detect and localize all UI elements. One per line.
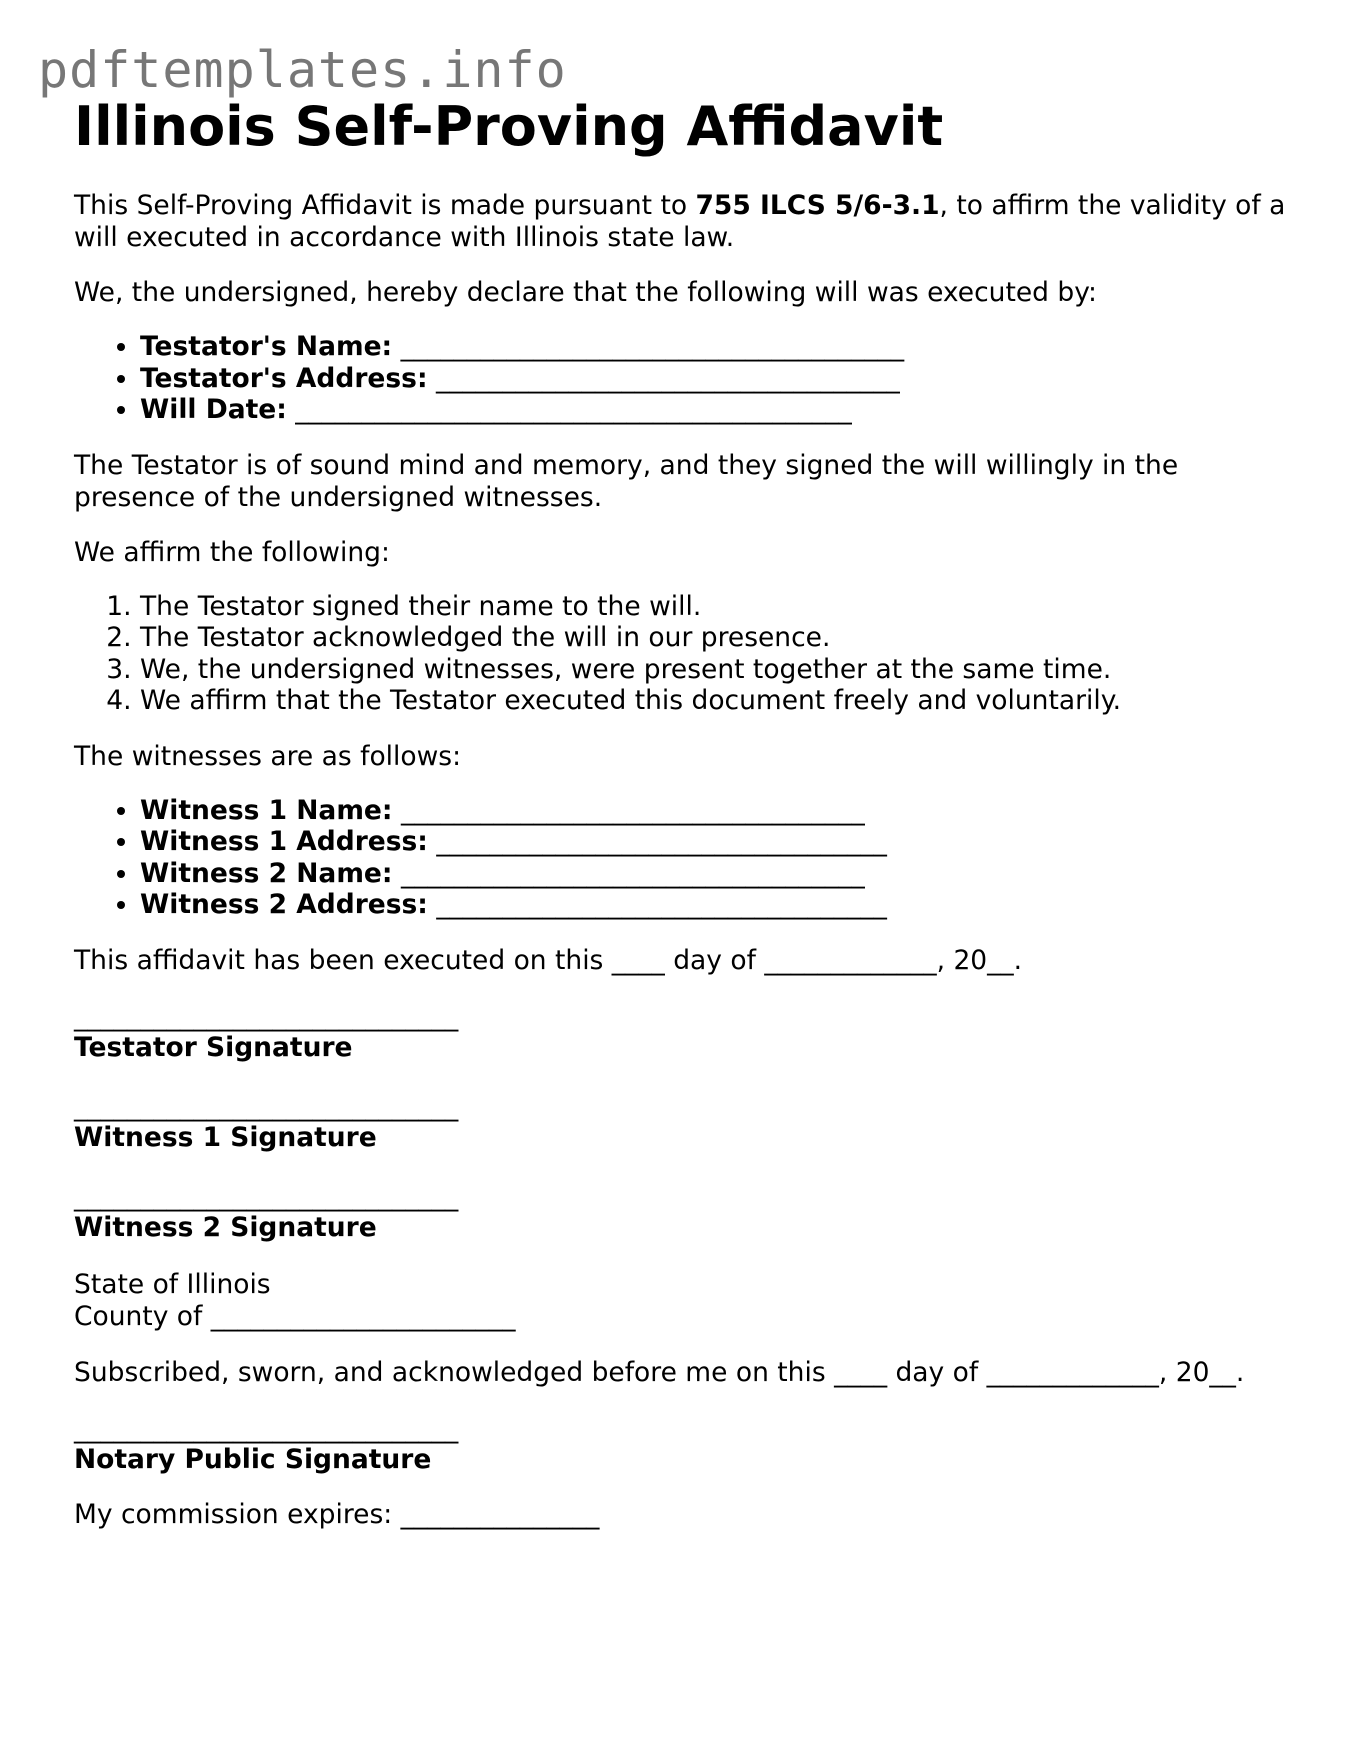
field-label: Witness 1 Name: [140, 794, 393, 826]
intro-text-after: , to affirm the validity of a will executed in accordance with Illinois state law. [74, 190, 1286, 253]
field-label: Witness 2 Address: [140, 889, 428, 920]
signature-label: Notary Public Signature [74, 1443, 432, 1475]
field-label: Testator's Address: [140, 362, 428, 394]
commission-line[interactable]: My commission expires: _______________ [74, 1498, 600, 1530]
signature-line[interactable]: _____________________________ [74, 1000, 459, 1032]
field-blank: ___________________________________ [392, 857, 865, 889]
witness-2-address-field[interactable] [140, 889, 1294, 921]
document-page [74, 92, 1294, 1531]
field-label: Testator's Name: [140, 331, 393, 362]
signature-label: Testator Signature [74, 1031, 353, 1063]
affirmation-item: 1. The Testator signed their name to the will. [140, 591, 1294, 623]
testator-name-field[interactable] [140, 331, 1294, 363]
declaration-paragraph: We, the undersigned, hereby declare that the following will was executed by: [74, 277, 1097, 308]
signature-line[interactable]: _____________________________ [74, 1180, 459, 1212]
document-title: Illinois Self-Proving Affidavit [74, 95, 944, 158]
field-blank: __________________________________ [427, 889, 887, 920]
field-label: Will Date: [140, 394, 287, 425]
field-blank: __________________________________ [427, 826, 887, 857]
executed-on-line[interactable]: This affidavit has been executed on this ____ day of _____________, 20__. [74, 944, 1023, 976]
signature-label: Witness 1 Signature [74, 1121, 377, 1153]
affirmation-item: 2. The Testator acknowledged the will in our presence. [140, 622, 1294, 654]
intro-text-before: This Self-Proving Affidavit is made pursuant to [74, 190, 696, 221]
intro-paragraph [74, 190, 1294, 254]
witness-fields-list [74, 795, 1294, 921]
field-blank: __________________________________________ [286, 394, 852, 425]
testator-signature-block [74, 1001, 1294, 1063]
signature-line[interactable]: _____________________________ [74, 1412, 459, 1444]
field-label: Witness 1 Address: [140, 826, 428, 857]
field-blank: ___________________________________ [427, 362, 900, 394]
signature-label: Witness 2 Signature [74, 1211, 377, 1243]
field-blank: ______________________________________ [392, 331, 905, 362]
witness-intro: The witnesses are as follows: [74, 740, 462, 772]
field-label: Witness 2 Name: [140, 857, 393, 889]
affirmation-item: 3. We, the undersigned witnesses, were present together at the same time. [140, 654, 1294, 686]
testator-fields-list [74, 331, 1294, 426]
testator-address-field[interactable] [140, 363, 1294, 395]
witness-2-signature-block [74, 1181, 1294, 1243]
subscribed-line[interactable]: Subscribed, sworn, and acknowledged before me on this ____ day of _____________, 20__. [74, 1356, 1245, 1388]
affirm-intro: We affirm the following: [74, 536, 390, 568]
witness-1-signature-block [74, 1091, 1294, 1153]
affirmation-item: 4. We affirm that the Testator executed this document freely and voluntarily. [140, 685, 1294, 717]
will-date-field[interactable] [140, 394, 1294, 426]
statute-reference: 755 ILCS 5/6-3.1 [695, 190, 940, 221]
sound-mind-paragraph: The Testator is of sound mind and memory, and they signed the will willingly in the presence of the undersigned witnesses. [74, 449, 1179, 513]
field-blank: ___________________________________ [392, 794, 865, 826]
notary-signature-block [74, 1413, 1294, 1475]
witness-1-name-field[interactable] [140, 795, 1294, 827]
signature-line[interactable]: _____________________________ [74, 1090, 459, 1122]
venue-block [74, 1269, 1294, 1333]
state-line: State of Illinois [74, 1268, 271, 1300]
watermark-text: pdftemplates.info [38, 41, 567, 99]
county-line[interactable]: County of _______________________ [74, 1300, 516, 1332]
witness-2-name-field[interactable] [140, 858, 1294, 890]
affirmations-list [74, 591, 1294, 717]
witness-1-address-field[interactable] [140, 826, 1294, 858]
